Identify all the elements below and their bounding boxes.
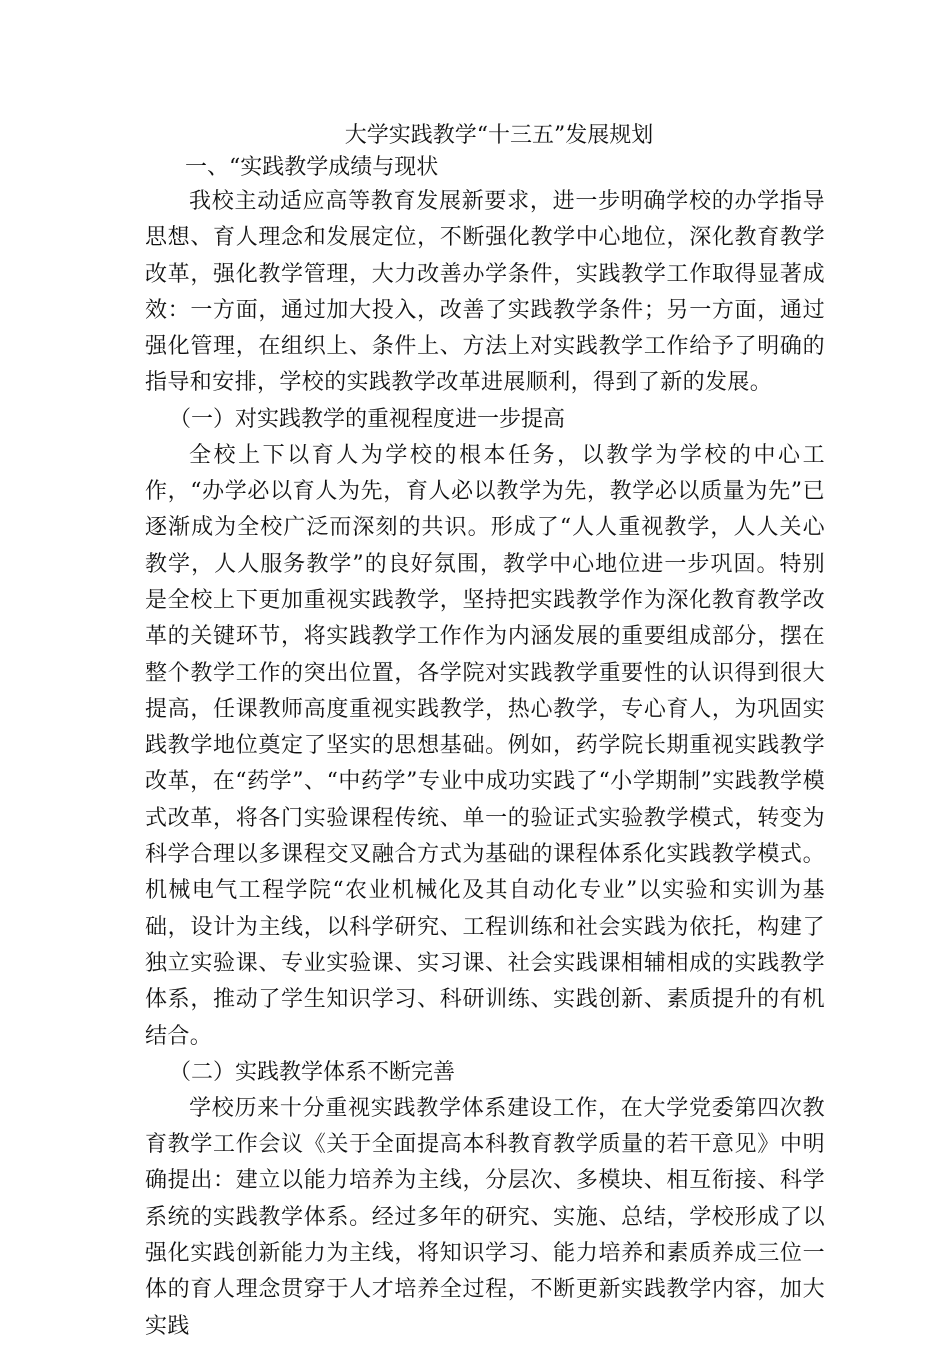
section-heading-1: 一、“实践教学成绩与现状: [185, 155, 439, 180]
document-title: 大学实践教学“十三五”发展规划: [344, 123, 654, 148]
subsection-2-paragraph: 学校历来十分重视实践教学体系建设工作，在大学党委第四次教育教学工作会议《关于全面提高本科教育教学质量的若干意见》中明确提出：建立以能力培养为主线，分层次、多模块、相互衔接、科学系统的实践教学体系。经过多年的研究、实施、总结，学校形成了以强化实践创新能力为主线，将知识学习、能力培养和素质养成三位一体的育人理念贯穿于人才培养全过程，不断更新实践教学内容，加大实践: [145, 1095, 825, 1339]
subsection-1-paragraph: 全校上下以育人为学校的根本任务，以教学为学校的中心工作，“办学必以育人为先，育人必以教学为先，教学必以质量为先”已逐渐成为全校广泛而深刻的共识。形成了“人人重视教学，人人关心教学，人人服务教学”的良好氛围，教学中心地位进一步巩固。特别是全校上下更加重视实践教学，坚持把实践教学作为深化教育教学改革的关键环节，将实践教学工作作为内涵发展的重要组成部分，摆在整个教学工作的突出位置，各学院对实践教学重要性的认识得到很大提高，任课教师高度重视实践教学，热心教学，专心育人，为巩固实践教学地位奠定了坚实的思想基础。例如，药学院长期重视实践教学改革，在“药学”、“中药学”专业中成功实践了“小学期制”实践教学模式改革，将各门实验课程传统、单一的验证式实验教学模式，转变为科学合理以多课程交叉融合方式为基础的课程体系化实践教学模式。机械电气工程学院“农业机械化及其自动化专业”以实验和实训为基础，设计为主线，以科学研究、工程训练和社会实践为依托，构建了独立实验课、专业实验课、实习课、社会实践课相辅相成的实践教学体系，推动了学生知识学习、科研训练、实践创新、素质提升的有机结合。: [145, 442, 825, 1049]
section-1-paragraph: 我校主动适应高等教育发展新要求，进一步明确学校的办学指导思想、育人理念和发展定位，不断强化教学中心地位，深化教育教学改革，强化教学管理，大力改善办学条件，实践教学工作取得显著成效：一方面，通过加大投入，改善了实践教学条件；另一方面，通过强化管理，在组织上、条件上、方法上对实践教学工作给予了明确的指导和安排，学校的实践教学改革进展顺利，得到了新的发展。: [145, 189, 825, 396]
subsection-heading-2: （二）实践教学体系不断完善: [169, 1059, 456, 1085]
subsection-heading-1: （一）对实践教学的重视程度进一步提高: [169, 406, 566, 432]
document-page: [145, 120, 825, 1345]
